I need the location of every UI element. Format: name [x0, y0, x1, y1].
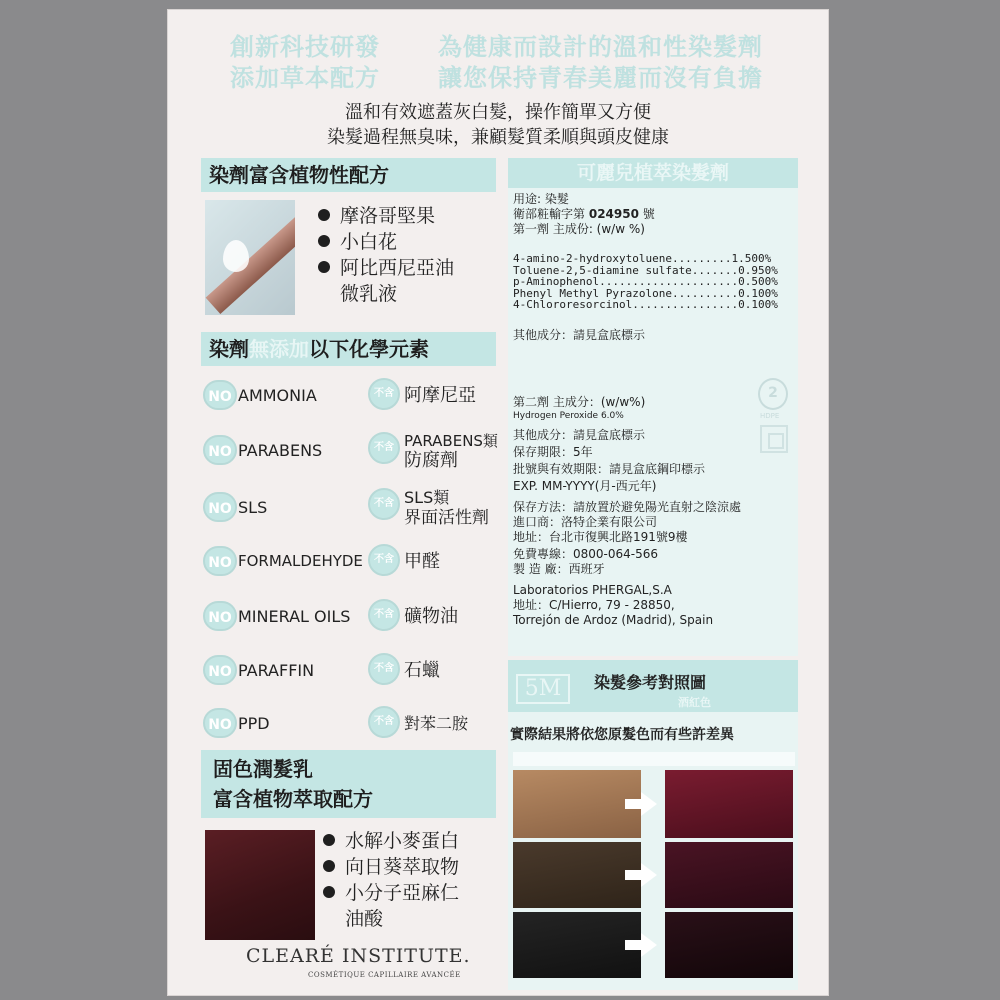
list-item-text: 水解小麥蛋白 — [345, 830, 460, 852]
swatch-before-light — [513, 770, 641, 838]
no-item-label: PARAFFIN — [238, 660, 315, 680]
free-badge-icon: 不含 — [368, 432, 400, 464]
swatch-after-dark — [665, 912, 793, 978]
swatch-before-medium — [513, 842, 641, 908]
recycle-label: HDPE — [760, 412, 780, 420]
no-item-ppd — [203, 708, 270, 738]
list-item — [318, 203, 454, 229]
free-badge-icon: 不含 — [368, 378, 400, 410]
ingredient-row: Phenyl Methyl Pyrazolone..........0.100% — [513, 286, 778, 300]
lab-address-1: 地址：C/Hierro, 79 - 28850, — [513, 598, 675, 612]
product-info-block-2 — [513, 395, 741, 628]
list-item-text: 摩洛哥堅果 — [340, 205, 436, 227]
no-item-label: MINERAL OILS — [238, 606, 351, 626]
ingredient-row: Toluene-2,5-diamine sulfate.......0.950% — [513, 263, 778, 277]
droplet-icon — [223, 240, 249, 272]
bullet-icon — [318, 209, 330, 221]
no-item-paraffin — [203, 655, 314, 685]
ingredient-row: 4-amino-2-hydroxytoluene.........1.500% — [513, 252, 772, 265]
list-item-text: 小白花 — [340, 231, 398, 253]
cn-item-mineral-oils — [368, 599, 458, 631]
cn-item-label: 阿摩尼亞 — [404, 385, 476, 406]
product-info-block-1 — [513, 192, 655, 237]
exp-format: EXP. MM-YYYY(月-西元年) — [513, 479, 657, 493]
swatch-grid — [513, 770, 795, 982]
list-item — [323, 880, 459, 906]
no-item-mineral-oils — [203, 601, 350, 631]
free-badge-icon: 不含 — [368, 653, 400, 685]
arrow-right-icon — [641, 933, 657, 957]
lab-address-2: Torrejón de Ardoz (Madrid), Spain — [513, 613, 714, 627]
list-item — [323, 854, 459, 880]
list-item — [318, 281, 454, 307]
bullet-icon — [318, 235, 330, 247]
hotline: 免費專線：0800-064-566 — [513, 547, 659, 561]
no-item-parabens — [203, 435, 322, 465]
no-item-label: SLS — [238, 497, 268, 517]
no-badge-icon: NO — [203, 492, 237, 522]
intro-line1: 溫和有效遮蓋灰白髮，操作簡單又方便 — [345, 102, 651, 123]
cn-item-label: 石蠟 — [404, 660, 440, 681]
cn-item-paraffin — [368, 653, 440, 685]
cn-item-label: SLS類 — [404, 488, 450, 507]
list-item-text: 向日葵萃取物 — [345, 856, 460, 878]
batch-info: 批號與有效期限：請見盒底鋼印標示 — [513, 462, 706, 476]
list-item — [318, 229, 454, 255]
cn-item-label-2: 界面活性劑 — [404, 508, 489, 528]
header-right-line2: 讓您保持青春美麗而沒有負擔 — [438, 64, 763, 92]
recycle-number: 2 — [768, 385, 778, 401]
intro-text — [168, 100, 828, 150]
no-item-label: FORMALDEHYDE — [238, 552, 363, 570]
free-badge-icon: 不含 — [368, 706, 400, 738]
other-ingredients-2: 其他成分：請見盒底標示 — [513, 428, 646, 442]
part2-ingredient: Hydrogen Peroxide 6.0% — [513, 411, 624, 421]
header-left-line1: 創新科技研發 — [230, 33, 380, 61]
conditioner-title-line2: 富含植物萃取配方 — [213, 787, 373, 811]
list-item-text: 小分子亞麻仁 — [345, 882, 460, 904]
arrow-right-icon — [641, 863, 657, 887]
no-badge-icon: NO — [203, 655, 237, 685]
bullet-icon — [323, 860, 335, 872]
no-item-label: AMMONIA — [238, 385, 317, 405]
brand-tagline: COSMÉTIQUE CAPILLAIRE AVANCÉE — [308, 971, 461, 979]
importer: 進口商：洛特企業有限公司 — [513, 515, 658, 529]
no-item-label: PARABENS — [238, 440, 323, 460]
bullet-icon — [318, 261, 330, 273]
free-title-b: 無添加 — [249, 337, 309, 361]
list-item-text: 阿比西尼亞油 — [340, 257, 455, 279]
plant-section-title-text: 染劑富含植物性配方 — [209, 163, 389, 187]
list-item — [323, 828, 459, 854]
license-number: 024950 — [588, 207, 639, 221]
swatch-after-medium — [665, 842, 793, 908]
free-title-c: 以下化學元素 — [309, 337, 429, 361]
color-chart-title: 染髮參考對照圖 — [594, 673, 707, 692]
cn-item-label: 對苯二胺 — [404, 713, 469, 733]
license-prefix: 衛部粧輸字第 — [513, 207, 586, 221]
cn-item-label-2: 防腐劑 — [404, 450, 458, 471]
list-item — [318, 255, 454, 281]
free-title-a: 染劑 — [209, 337, 249, 361]
license-suffix: 號 — [642, 207, 655, 221]
no-item-formaldehyde — [203, 546, 363, 576]
free-section-title — [201, 332, 496, 366]
cn-item-sls — [368, 488, 489, 528]
free-badge-icon: 不含 — [368, 599, 400, 631]
intro-line2: 染髮過程無臭味，兼顧髮質柔順與頭皮健康 — [327, 127, 669, 148]
storage-info: 保存方法：請放置於避免陽光直射之陰涼處 — [513, 500, 742, 514]
header-left — [230, 32, 380, 94]
color-chart-note: 實際結果將依您原髮色而有些許差異 — [510, 727, 734, 743]
part1-title: 第一劑 主成份: (w/w %) — [513, 222, 645, 236]
cn-item-formaldehyde — [368, 544, 440, 576]
license-text — [513, 207, 655, 222]
plant-section-title — [201, 158, 496, 192]
no-item-ammonia — [203, 380, 317, 410]
list-item-text: 油酸 — [345, 908, 384, 930]
free-badge-icon: 不含 — [368, 488, 400, 520]
no-badge-icon: NO — [203, 380, 237, 410]
conditioner-title-line1: 固色潤髮乳 — [213, 757, 313, 781]
importer-address: 地址：台北市復興北路191號9樓 — [513, 530, 688, 544]
arrow-right-icon — [641, 792, 657, 816]
ingredient-row: p-Aminophenol.....................0.500% — [513, 275, 778, 288]
lab-name: Laboratorios PHERGAL,S.A — [513, 583, 672, 597]
header-right — [438, 32, 763, 94]
header-right-line1: 為健康而設計的溫和性染髮劑 — [438, 33, 763, 61]
cn-item-ppd — [368, 706, 468, 738]
no-badge-icon: NO — [203, 546, 237, 576]
conditioner-title — [201, 750, 496, 818]
bullet-icon — [323, 834, 335, 846]
swatch-before-dark — [513, 912, 641, 978]
cn-item-label: 礦物油 — [404, 606, 458, 627]
shelf-life: 保存期限：5年 — [513, 445, 593, 459]
product-box-back — [168, 10, 828, 995]
list-item — [323, 906, 459, 932]
part2-title: 第二劑 主成分：(w/w%) — [513, 395, 646, 409]
other-ingredients-1: 其他成分：請見盒底標示 — [513, 328, 646, 342]
no-badge-icon: NO — [203, 601, 237, 631]
no-item-sls — [203, 492, 267, 522]
shade-code: 5M — [516, 674, 570, 704]
shade-name: 酒紅色 — [678, 696, 711, 709]
conditioner-list — [323, 828, 459, 932]
brand-logo: CLEARÉ INSTITUTE. — [246, 945, 471, 967]
no-badge-icon: NO — [203, 708, 237, 738]
no-item-label: PPD — [238, 713, 270, 733]
cn-item-label: 甲醛 — [404, 551, 440, 572]
plant-list — [318, 203, 454, 307]
symbol-icon — [760, 425, 788, 453]
no-badge-icon: NO — [203, 435, 237, 465]
chart-label-strip — [513, 752, 795, 766]
cn-item-parabens — [368, 432, 498, 470]
product-info-title: 可麗兒植萃染髮劑 — [508, 158, 798, 188]
header-left-line2: 添加草本配方 — [230, 64, 380, 92]
recycle-icon — [758, 378, 788, 410]
hair-strand-image — [205, 200, 295, 315]
usage-text: 用途: 染髮 — [513, 192, 569, 206]
ingredient-row: 4-Chlororesorcinol................0.100% — [513, 298, 778, 311]
cn-item-ammonia — [368, 378, 476, 410]
bullet-icon — [323, 886, 335, 898]
manufacturer: 製 造 廠：西班牙 — [513, 562, 605, 576]
cn-item-label: PARABENS類 — [404, 432, 498, 450]
ingredient-list — [513, 253, 778, 311]
swatch-after-light — [665, 770, 793, 838]
list-item-text: 微乳液 — [340, 283, 398, 305]
red-hair-image — [205, 830, 315, 940]
free-badge-icon: 不含 — [368, 544, 400, 576]
